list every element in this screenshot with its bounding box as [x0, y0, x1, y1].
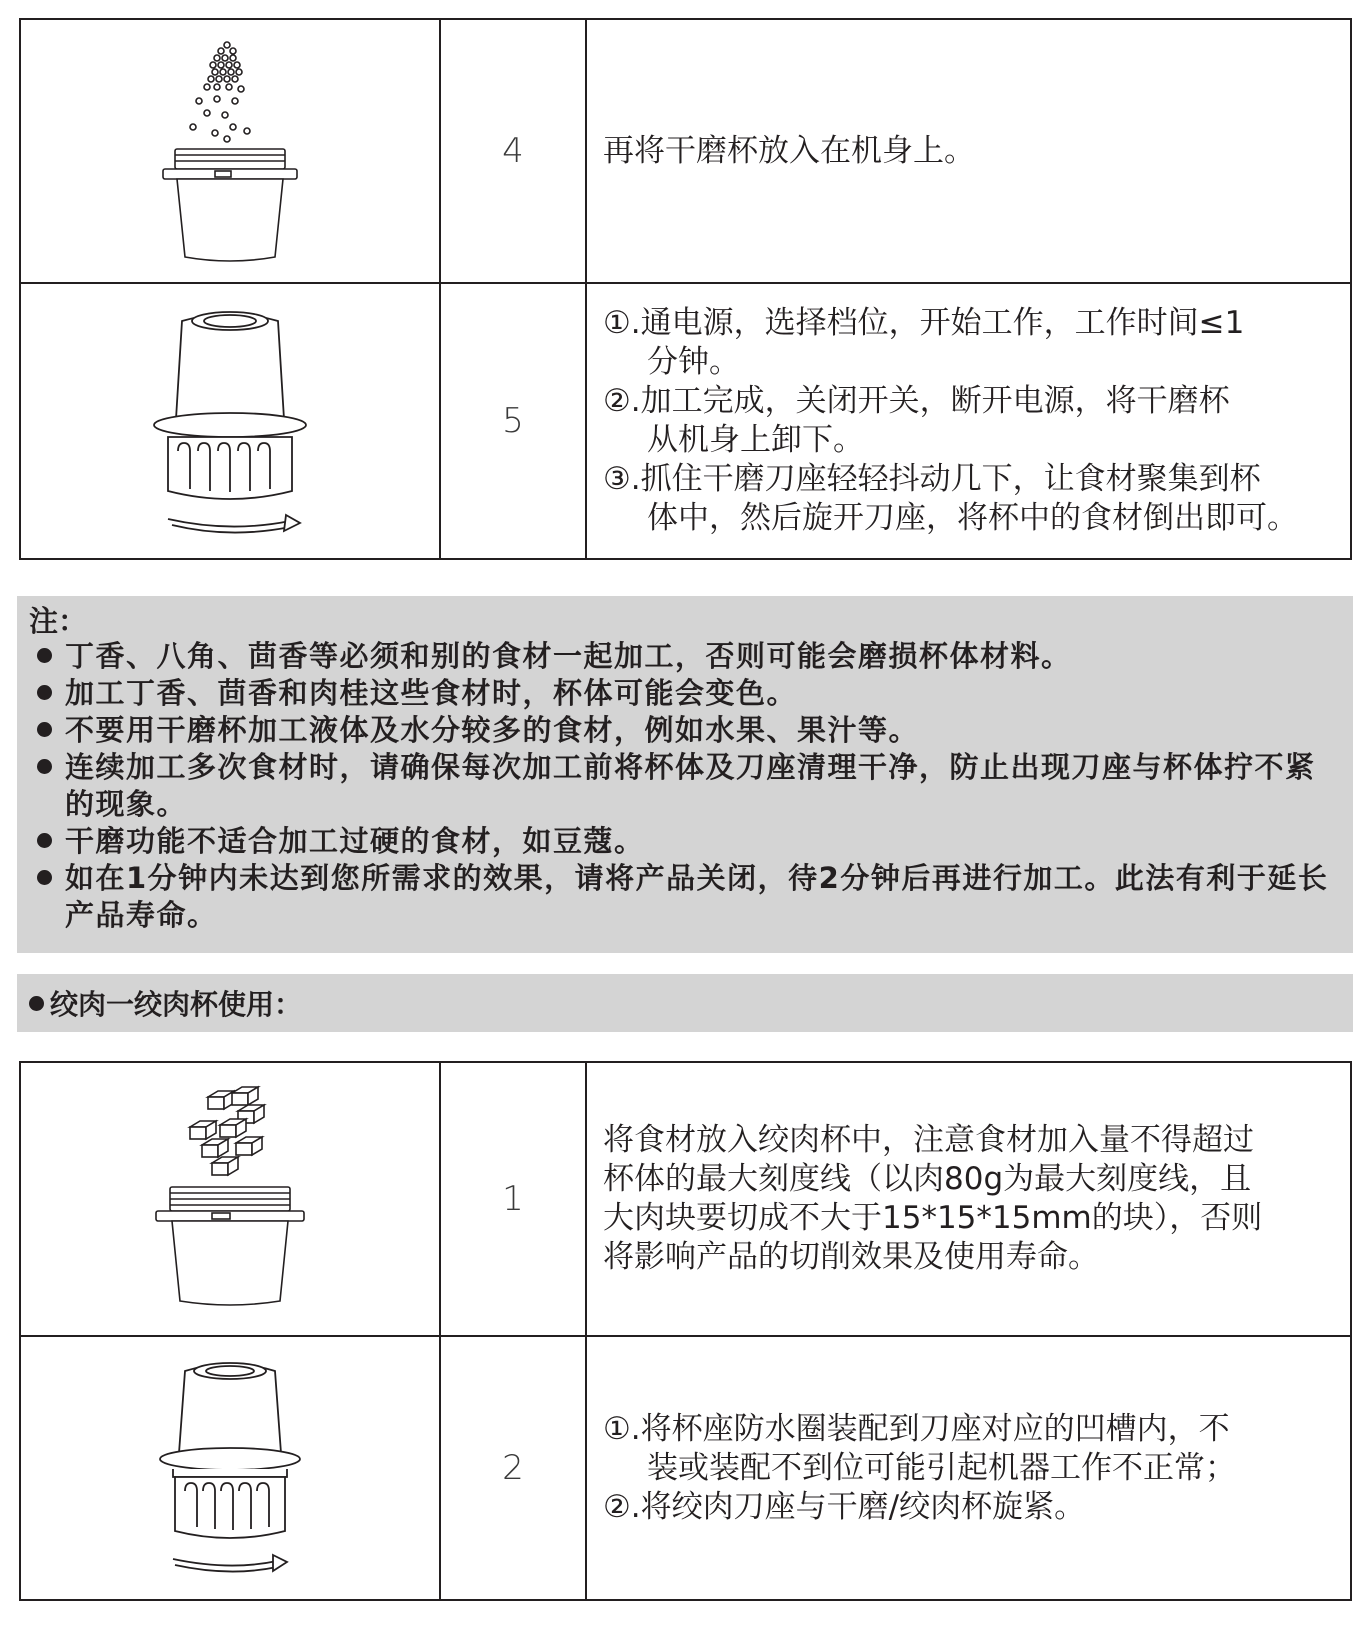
- step-image-cell: [20, 1062, 440, 1336]
- note-text: 干磨功能不适合加工过硬的食材，如豆蔻。: [65, 824, 645, 858]
- step-item: [603, 1488, 1340, 1527]
- step-item: [603, 460, 1340, 538]
- cup-with-meat-cubes-icon: [150, 1079, 310, 1319]
- bullet-icon: [37, 759, 52, 774]
- step-text-line: 杯体的最大刻度线（以肉80g为最大刻度线，且: [603, 1161, 1252, 1197]
- note-item: [29, 638, 1339, 675]
- step-item: [603, 1410, 1340, 1488]
- assembled-grinder-rotate-icon: [140, 301, 320, 541]
- step-number: 5: [440, 283, 586, 559]
- step-text-line: 将食材放入绞肉杯中，注意食材加入量不得超过: [603, 1122, 1254, 1158]
- step-item-text: ①.通电源，选择档位，开始工作，工作时间≤1: [603, 305, 1245, 341]
- step-item-text: ③.抓住干磨刀座轻轻抖动几下，让食材聚集到杯: [603, 461, 1261, 497]
- note-item: [29, 712, 1339, 749]
- step-row-1: [20, 1062, 1351, 1336]
- bullet-icon: [37, 870, 52, 885]
- notes-title: 注：: [29, 604, 88, 638]
- note-text: 丁香、八角、茴香等必须和别的食材一起加工，否则可能会磨损杯体材料。: [65, 639, 1072, 673]
- step-text-line: 再将干磨杯放入在机身上。: [603, 132, 975, 169]
- bullet-icon: [29, 996, 44, 1011]
- step-item-continuation: 体中，然后旋开刀座，将杯中的食材倒出即可。: [647, 500, 1298, 536]
- step-description: [586, 19, 1351, 283]
- step-row-5: [20, 283, 1351, 559]
- step-description: [586, 1336, 1351, 1600]
- step-item-text: ①.将杯座防水圈装配到刀座对应的凹槽内，不: [603, 1410, 1230, 1447]
- step-image-cell: [20, 283, 440, 559]
- step-description: [586, 283, 1351, 559]
- step-item-text: ②.加工完成，关闭开关，断开电源，将干磨杯: [603, 383, 1230, 419]
- step-description: [586, 1062, 1351, 1336]
- note-item: [29, 749, 1339, 823]
- step-text-line: 大肉块要切成不大于15*15*15mm的块），否则: [603, 1200, 1263, 1236]
- step-item-text: ②.将绞肉刀座与干磨/绞肉杯旋紧。: [603, 1488, 1086, 1525]
- note-text: 不要用干磨杯加工液体及水分较多的食材，例如水果、果汁等。: [65, 713, 920, 747]
- bullet-icon: [37, 685, 52, 700]
- step-number: 4: [440, 19, 586, 283]
- notes-panel: [17, 596, 1353, 953]
- note-text: 连续加工多次食材时，请确保每次加工前将杯体及刀座清理干净，防止出现刀座与杯体拧不紧的现象。: [65, 750, 1316, 821]
- step-row-2: [20, 1336, 1351, 1600]
- bullet-icon: [37, 648, 52, 663]
- step-item-continuation: 从机身上卸下。: [647, 422, 864, 458]
- cup-with-powder-icon: [155, 31, 305, 271]
- bullet-icon: [37, 833, 52, 848]
- step-row-4: [20, 19, 1351, 283]
- step-text-line: 将影响产品的切削效果及使用寿命。: [603, 1239, 1099, 1275]
- note-item: [29, 860, 1339, 934]
- step-image-cell: [20, 19, 440, 283]
- bullet-icon: [37, 722, 52, 737]
- notes-list: [29, 638, 1339, 934]
- step-item-continuation: 分钟。: [647, 344, 740, 380]
- step-number: 2: [440, 1336, 586, 1600]
- note-text: 如在1分钟内未达到您所需求的效果，请将产品关闭，待2分钟后再进行加工。此法有利于延长产品寿命。: [65, 861, 1329, 932]
- dry-grind-steps-table: [19, 18, 1352, 560]
- step-item: [603, 304, 1340, 382]
- mince-steps-table: [19, 1061, 1352, 1601]
- step-item: [603, 382, 1340, 460]
- step-image-cell: [20, 1336, 440, 1600]
- note-text: 加工丁香、茴香和肉桂这些食材时，杯体可能会变色。: [65, 676, 798, 710]
- assembled-chopper-rotate-icon: [145, 1353, 315, 1583]
- section-title: 绞肉一绞肉杯使用：: [50, 988, 303, 1021]
- section-header: [17, 974, 1353, 1032]
- step-item-continuation: 装或装配不到位可能引起机器工作不正常；: [647, 1449, 1236, 1486]
- step-number: 1: [440, 1062, 586, 1336]
- note-item: [29, 675, 1339, 712]
- note-item: [29, 823, 1339, 860]
